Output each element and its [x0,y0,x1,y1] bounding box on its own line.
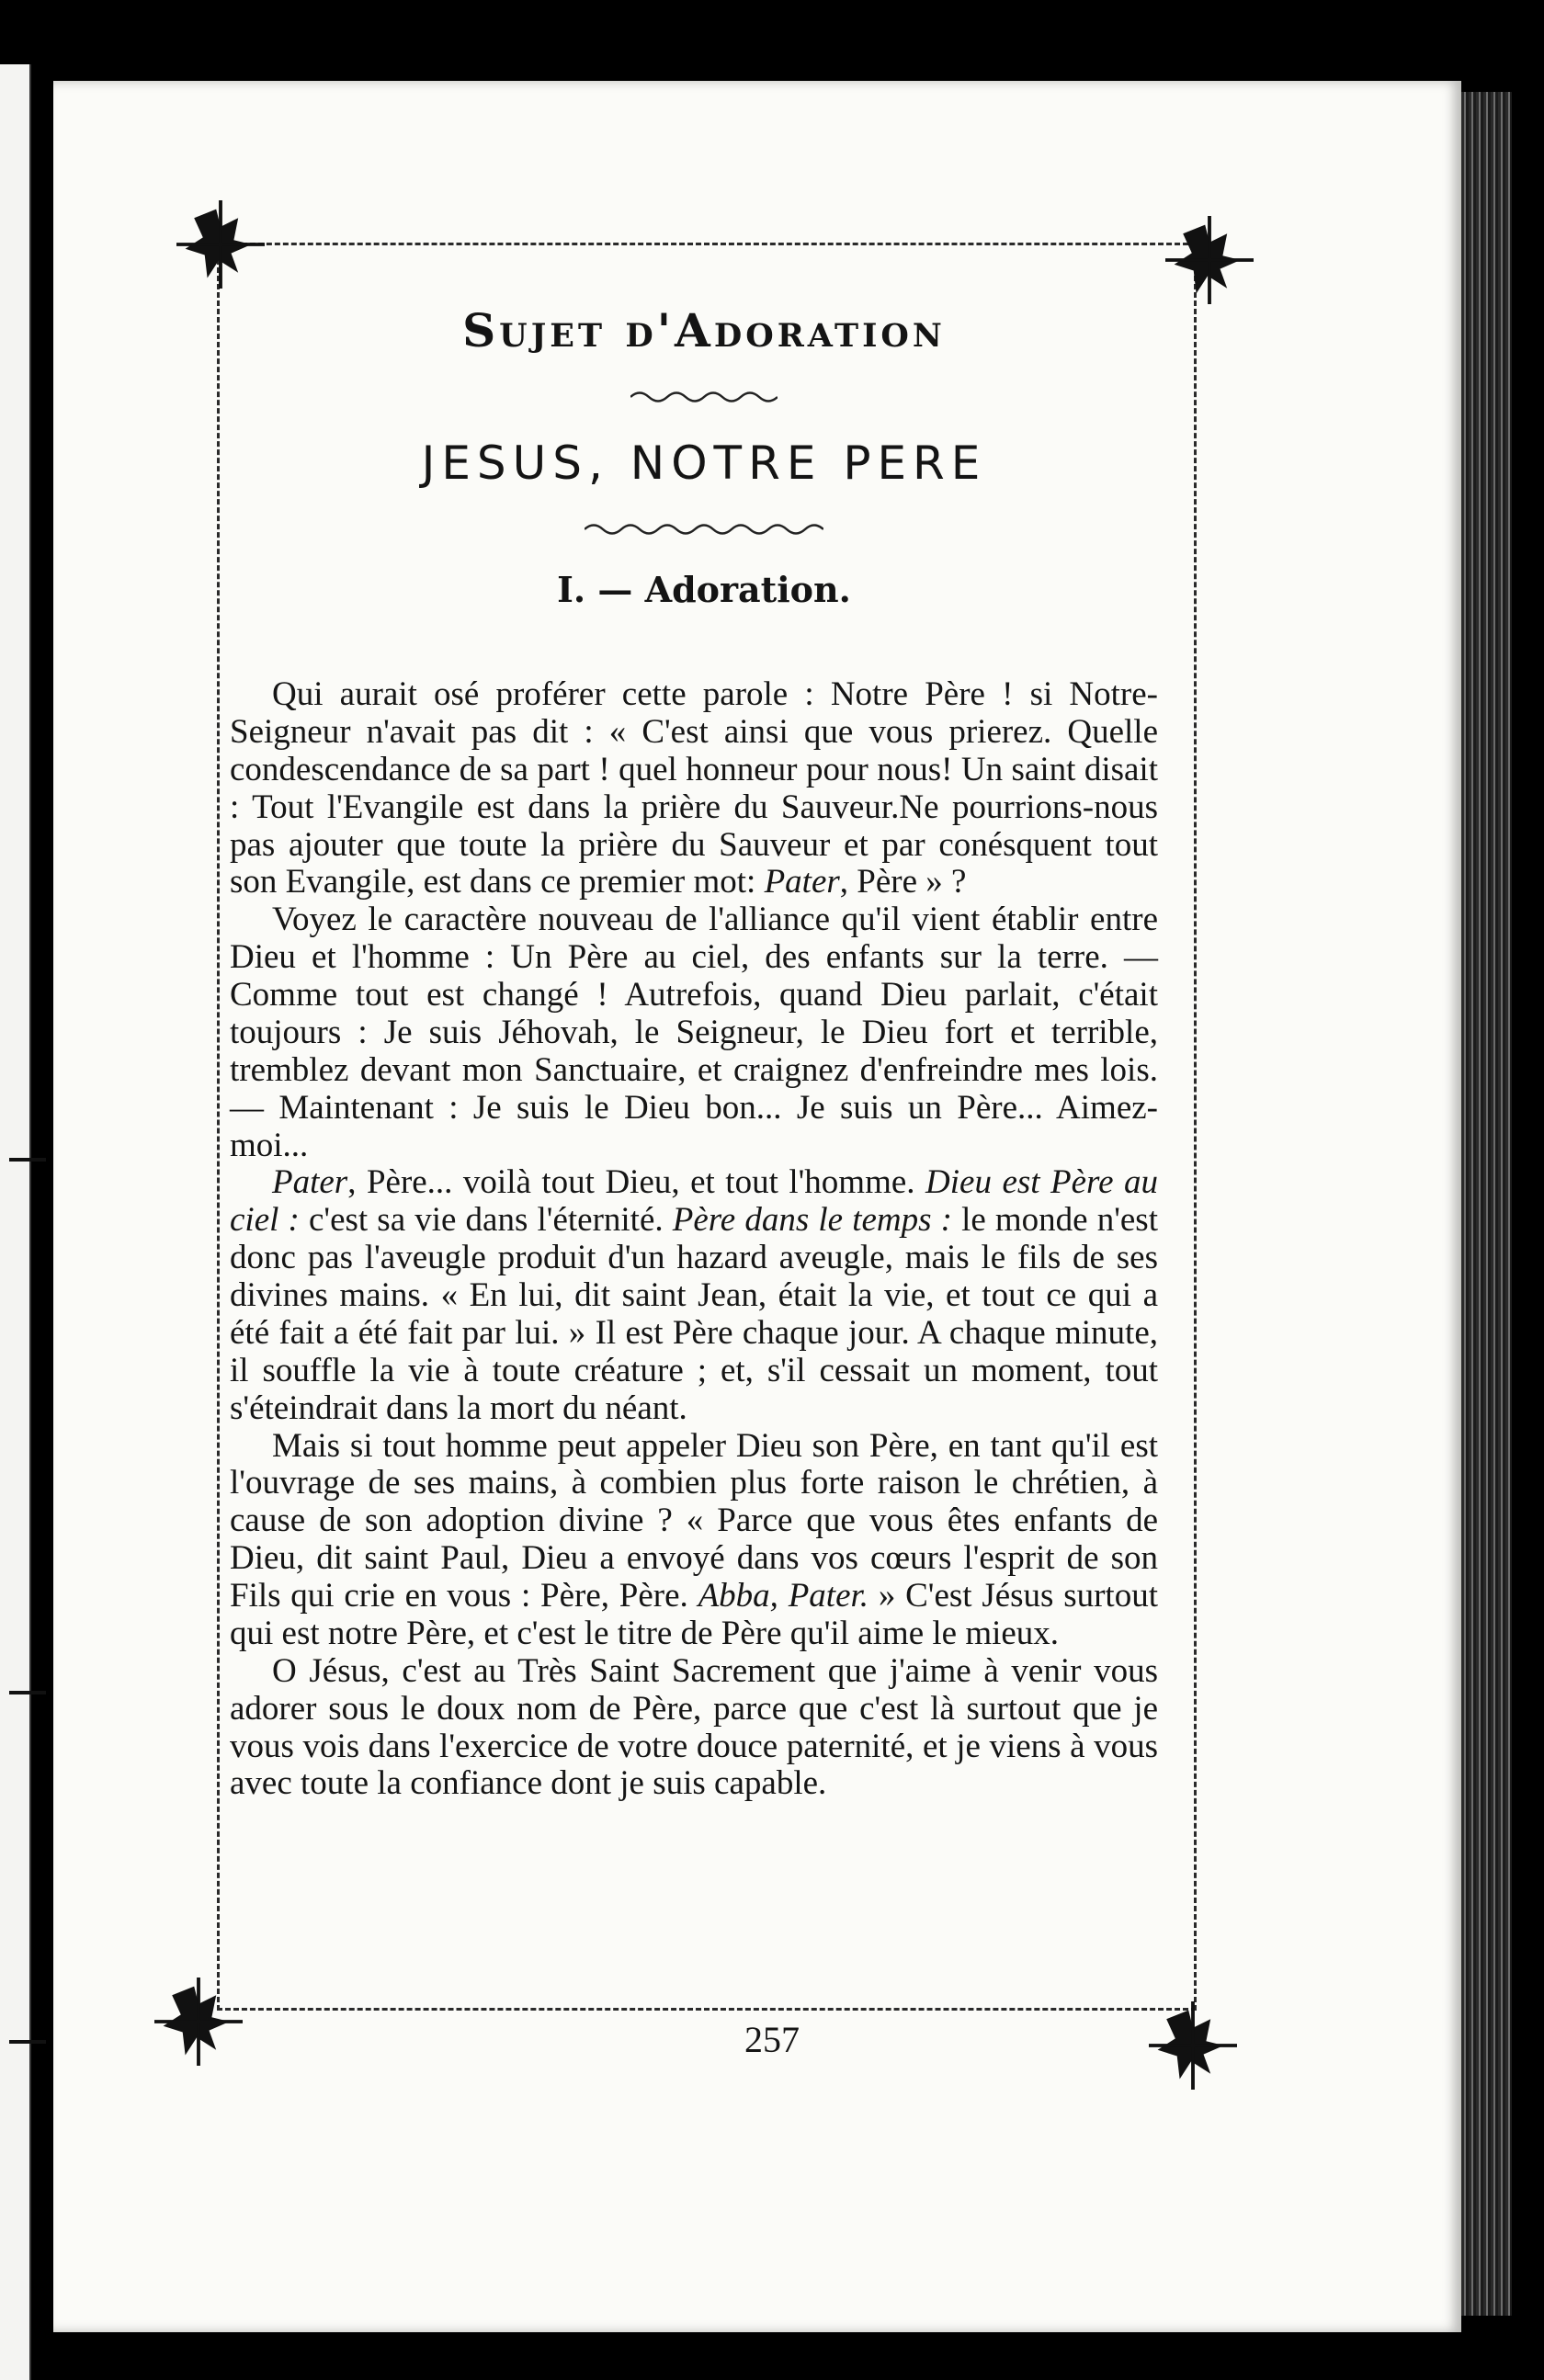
text-run: O Jésus, c'est au Très Saint Sacrement que j'aime à venir vous adorer sous le doux nom de Père, parce que c'est là surtout que je vous vois dans l'exercice de votre douce paternité, et je viens à vous avec toute la confiance dont je suis capable. [230,1651,1158,1803]
italic-text: Dieu est Père au ciel : [230,1163,1158,1240]
corner-ornament-icon [176,200,265,289]
paragraph [230,901,1158,1164]
page-mark [9,1691,46,1694]
page-title: JESUS, NOTRE PERE [421,436,987,490]
section-heading: Sujet d'Adoration [462,303,946,357]
paragraph [230,1653,1158,1804]
page-number: 257 [744,2019,800,2060]
text-run: Qui aurait osé proférer cette parole : Notre Père ! si Notre-Seigneur n'avait pas dit : « C'est ainsi que vous prierez. Quelle condescendance de sa part ! quel honneur pour nous! Un saint disait : Tout l'Evangile est dans la prière du Sauveur.Ne pourrions-nous pas ajouter que toute la prière du Sauveur et par conésquent tout son Evangile, est dans ce premier mot: [230,675,1158,901]
text-run: , Père » ? [839,863,967,901]
wavy-divider-icon [630,389,778,405]
page-mark [9,1158,46,1162]
subsection-heading: I. — Adoration. [557,569,851,610]
corner-ornament-icon [1165,216,1254,304]
italic-text: Pater [764,863,840,901]
paragraph [230,676,1158,901]
text-run: , Père... voilà tout Dieu, et tout l'homme. [347,1163,926,1202]
text-run: Mais si tout homme peut appeler Dieu son Père, en tant qu'il est l'ouvrage de ses mains, à combien plus forte raison le chrétien, à cause de son adoption divine ? « Parce que vous êtes enfants de Dieu, dit saint Paul, Dieu a envoyé dans vos cœurs l'esprit de son Fils qui crie en vous : Père, Père. [230,1426,1158,1615]
italic-text: Pater [272,1163,348,1202]
text-run: Voyez le caractère nouveau de l'alliance qu'il vient établir entre Dieu et l'homme : Un Père au ciel, des enfants sur la terre. — Comme tout est changé ! Autrefois, quand Dieu parlait, c'était toujours : Je suis Jéhovah, le Seigneur, le Dieu fort et terrible, tremblez devant mon Sanctuaire, et craignez d'enfreindre mes lois. — Maintenant : Je suis le Dieu bon... Je suis un Père... Aimez-moi... [230,901,1158,1164]
wavy-divider-icon [585,521,823,538]
paragraph [230,1164,1158,1427]
page-stack-edge [1461,92,1512,2316]
text-run: » C'est Jésus surtout qui est notre Père, et c'est le titre de Père qu'il aime le mieux. [230,1577,1158,1652]
body-text [230,676,1158,1803]
italic-text: Abba, Pater. [698,1577,869,1615]
text-run: c'est sa vie dans l'éternité. [299,1201,673,1240]
paragraph [230,1428,1158,1653]
italic-text: Père dans le temps : [672,1201,952,1240]
page-header [217,303,1191,610]
text-run: le monde n'est donc pas l'aveugle produit d'un hazard aveugle, mais le fils de ses divines mains. « En lui, dit saint Jean, était la vie, et tout ce qui a été fait a été fait par lui. » Il est Père chaque jour. A chaque minute, il souffle la vie à toute créature ; et, s'il cessait un moment, tout s'éteindrait dans la mort du néant. [230,1201,1158,1427]
